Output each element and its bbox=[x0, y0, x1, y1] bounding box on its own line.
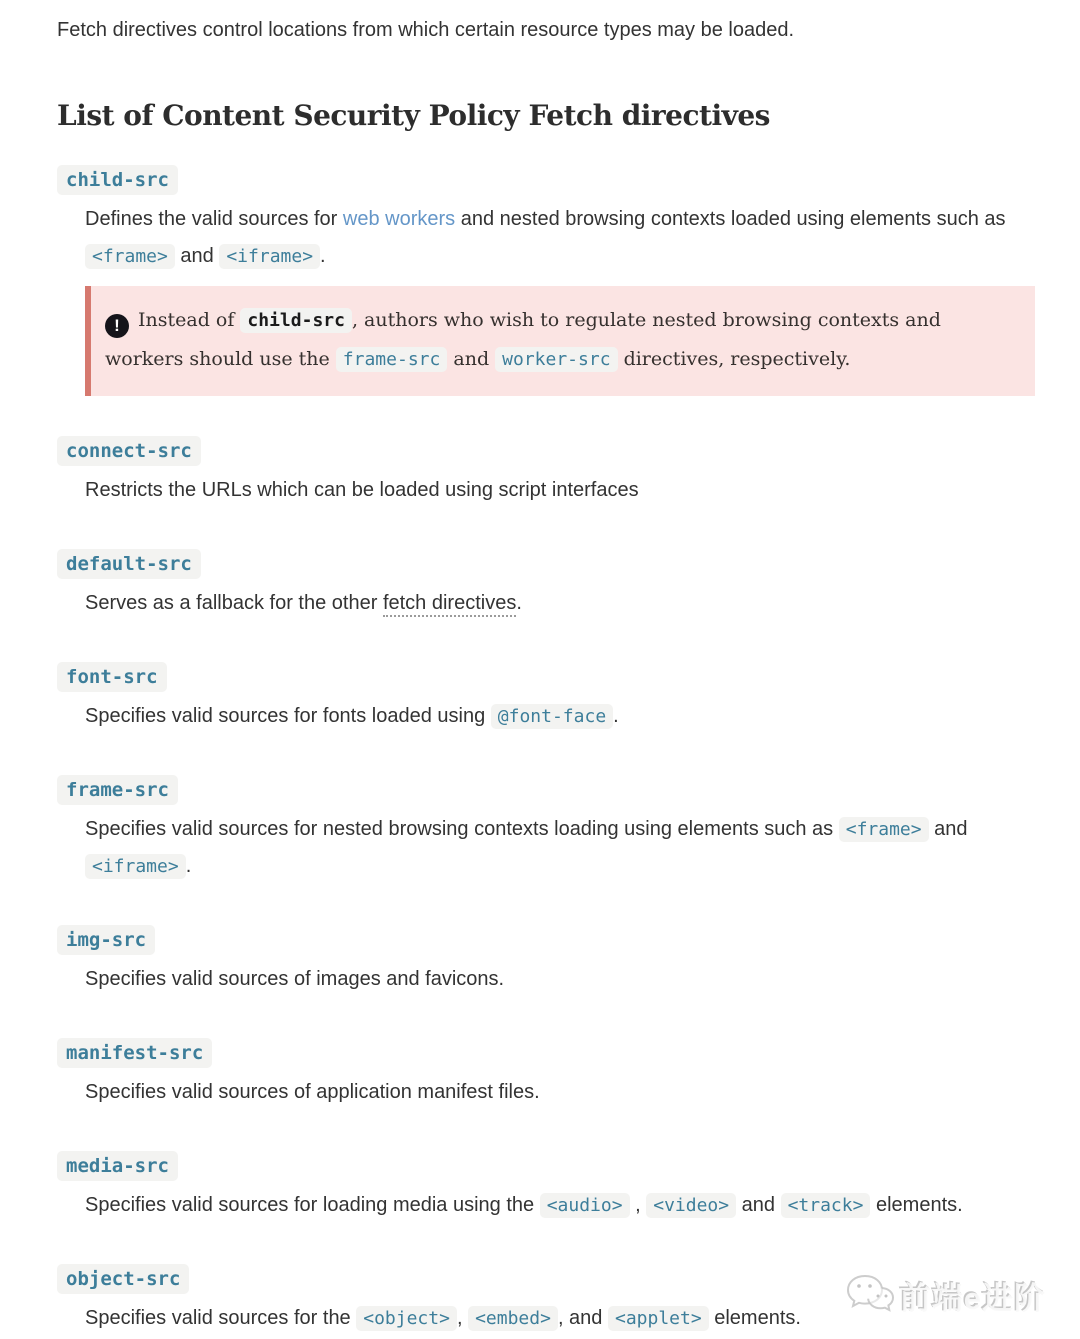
desc-text: Specifies valid sources for the bbox=[85, 1307, 357, 1329]
directive-term bbox=[57, 666, 1035, 688]
directive-description bbox=[85, 1074, 1035, 1111]
desc-text: Serves as a fallback for the other bbox=[85, 592, 383, 614]
iframe-element-link[interactable]: <iframe> bbox=[219, 244, 320, 269]
watermark-text: 前端e进阶 bbox=[899, 1281, 1046, 1316]
desc-text: . bbox=[613, 705, 619, 727]
frame-element-link[interactable]: <frame> bbox=[839, 817, 929, 842]
warning-note bbox=[85, 286, 1035, 396]
description-text bbox=[85, 698, 1035, 735]
description-text bbox=[85, 961, 1035, 998]
desc-text: Specifies valid sources for fonts loaded using bbox=[85, 705, 491, 727]
applet-element-link[interactable]: <applet> bbox=[608, 1306, 709, 1331]
font-src-term-link[interactable]: font-src bbox=[57, 662, 167, 692]
desc-text: . bbox=[320, 245, 326, 267]
object-src-term-link[interactable]: object-src bbox=[57, 1264, 189, 1294]
embed-element-link[interactable]: <embed> bbox=[468, 1306, 558, 1331]
frame-src-term-link[interactable]: frame-src bbox=[57, 775, 178, 805]
desc-text: , bbox=[456, 1307, 469, 1329]
fetch-directives-term: fetch directives bbox=[383, 592, 516, 617]
manifest-src-term-link[interactable]: manifest-src bbox=[57, 1038, 212, 1068]
directive-description bbox=[85, 698, 1035, 735]
note-text: Instead of bbox=[138, 309, 241, 331]
directive-description bbox=[85, 961, 1035, 998]
directive-description bbox=[85, 201, 1035, 396]
iframe-element-link[interactable]: <iframe> bbox=[85, 854, 186, 879]
intro-paragraph: Fetch directives control locations from which certain resource types may be loaded. bbox=[57, 19, 795, 41]
desc-text: and bbox=[174, 245, 220, 267]
desc-text: and bbox=[928, 818, 968, 840]
img-src-term-link[interactable]: img-src bbox=[57, 925, 155, 955]
description-text bbox=[85, 585, 1035, 622]
desc-text: elements. bbox=[870, 1194, 963, 1216]
directive-term bbox=[57, 1155, 1035, 1177]
directive-term bbox=[57, 779, 1035, 801]
child-src-term-link[interactable]: child-src bbox=[57, 165, 178, 195]
description-text bbox=[85, 811, 1035, 885]
worker-src-link[interactable]: worker-src bbox=[495, 347, 617, 372]
desc-text: Specifies valid sources of application manifest files. bbox=[85, 1081, 540, 1103]
note-text: , authors who wish to regulate nested browsing contexts and workers should use the bbox=[105, 309, 941, 370]
directive-term bbox=[57, 1268, 1035, 1290]
track-element-link[interactable]: <track> bbox=[781, 1193, 871, 1218]
desc-text: Defines the valid sources for bbox=[85, 208, 343, 230]
directive-term bbox=[57, 440, 1035, 462]
section-heading: List of Content Security Policy Fetch directives bbox=[57, 99, 770, 132]
desc-text: Specifies valid sources of images and favicons. bbox=[85, 968, 505, 990]
font-face-link[interactable]: @font-face bbox=[491, 704, 613, 729]
directive-term bbox=[57, 169, 1035, 191]
directive-term bbox=[57, 929, 1035, 951]
description-text bbox=[85, 1187, 1035, 1224]
video-element-link[interactable]: <video> bbox=[646, 1193, 736, 1218]
description-text bbox=[85, 201, 1035, 275]
note-text: and bbox=[447, 348, 496, 370]
directive-description bbox=[85, 585, 1035, 622]
directive-list bbox=[57, 169, 1035, 1337]
frame-element-link[interactable]: <frame> bbox=[85, 244, 175, 269]
desc-text: Specifies valid sources for loading media using the bbox=[85, 1194, 540, 1216]
desc-text: . bbox=[185, 855, 192, 877]
directive-description bbox=[85, 1187, 1035, 1224]
description-text bbox=[85, 1300, 1035, 1337]
directive-description bbox=[85, 472, 1035, 509]
warning-icon: ! bbox=[105, 314, 129, 338]
web-workers-link[interactable]: web workers bbox=[342, 208, 456, 230]
object-element-link[interactable]: <object> bbox=[356, 1306, 457, 1331]
child-src-code: child-src bbox=[240, 308, 352, 333]
description-text bbox=[85, 472, 1035, 509]
directive-term bbox=[57, 553, 1035, 575]
desc-text: and bbox=[736, 1194, 781, 1216]
desc-text: . bbox=[516, 592, 522, 614]
default-src-term-link[interactable]: default-src bbox=[57, 549, 201, 579]
desc-text: , bbox=[629, 1194, 647, 1216]
note-text: directives, respectively. bbox=[617, 348, 851, 370]
desc-text: elements. bbox=[708, 1307, 801, 1329]
media-src-term-link[interactable]: media-src bbox=[57, 1151, 178, 1181]
directive-description bbox=[85, 1300, 1035, 1337]
directive-term bbox=[57, 1042, 1035, 1064]
desc-text: Restricts the URLs which can be loaded using script interfaces bbox=[85, 479, 639, 501]
frame-src-link[interactable]: frame-src bbox=[336, 347, 448, 372]
desc-text: , and bbox=[557, 1307, 608, 1329]
desc-text: and nested browsing contexts loaded using elements such as bbox=[455, 208, 1006, 230]
audio-element-link[interactable]: <audio> bbox=[540, 1193, 630, 1218]
directive-description bbox=[85, 811, 1035, 885]
connect-src-term-link[interactable]: connect-src bbox=[57, 436, 201, 466]
description-text bbox=[85, 1074, 1035, 1111]
desc-text: Specifies valid sources for nested browsing contexts loading using elements such as bbox=[85, 818, 839, 840]
